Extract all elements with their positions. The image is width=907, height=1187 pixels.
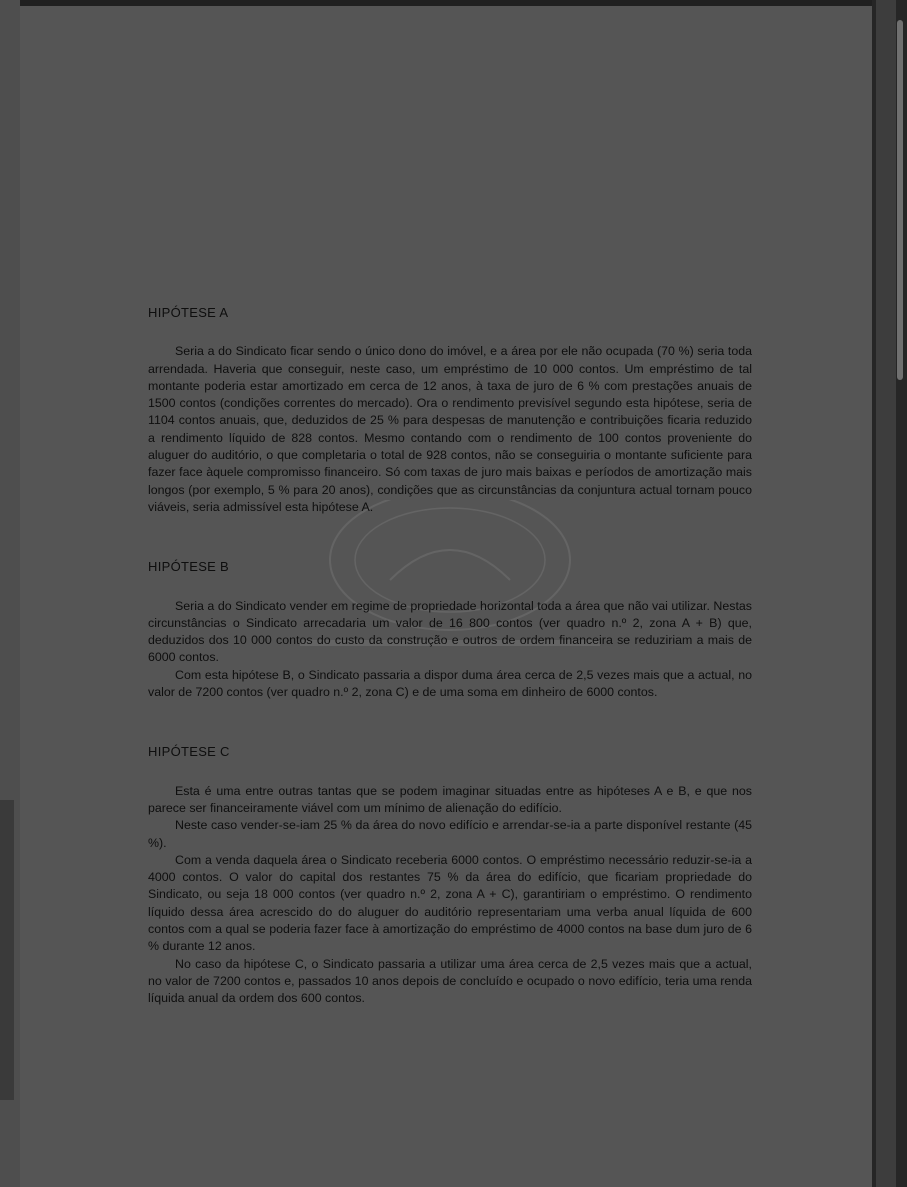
section-hipotese-b [148, 558, 752, 701]
section-heading: HIPÓTESE B [148, 559, 230, 575]
paragraph: Seria a do Sindicato ficar sendo o único dono do imóvel, e a área por ele não ocupada (70 %) seria toda arrendada. Haveria que conseguir, neste caso, um empréstimo de 10 000 contos. Um empréstimo de tal montante poderia estar amortizado em cerca de 12 anos, à taxa de juro de 6 % com prestações anuais de 1500 contos (condições correntes do mercado). Ora o rendimento previsível segundo esta hipótese, seria de 1104 contos anuais, que, deduzidos de 25 % para despesas de manutenção e contribuições ficaria reduzido a rendimento líquido de 828 contos. Mesmo contando com o rendimento de 100 contos proveniente do aluguer do auditório, o que completaria o total de 928 contos, não se conseguiria o montante suficiente para fazer face àquele compromisso financeiro. Só com taxas de juro mais baixas e períodos de amortização mais longos (por exemplo, 5 % para 20 anos), condições que as circunstâncias da conjuntura actual tornam pouco viáveis, seria admissível esta hipótese A. [148, 344, 752, 514]
paragraph: No caso da hipótese C, o Sindicato passaria a utilizar uma área cerca de 2,5 vezes mais que a actual, no valor de 7200 contos e, passados 10 anos depois de concluído e ocupado o novo edifício, teria uma renda líquida anual da ordem dos 600 contos. [148, 956, 752, 1006]
binding-mark [897, 20, 903, 380]
section-hipotese-c [148, 743, 752, 1007]
section-hipotese-a [148, 304, 752, 516]
scan-left-edge [0, 0, 20, 1187]
document-body [148, 304, 752, 1008]
paragraph: Com a venda daquela área o Sindicato receberia 6000 contos. O empréstimo necessário reduzir-se-ia a 4000 contos. O valor do capital dos restantes 75 % da área do edifício, que ficariam propriedade do Sindicato, ou seja 18 000 contos (ver quadro n.º 2, zona A + C), garantiriam o empréstimo. O rendimento líquido dessa área acrescido do do aluguer do auditório representariam uma verba anual líquida de 600 contos com a qual se poderia fazer face à amortização do empréstimo de 4000 contos na base dum juro de 6 % durante 12 anos. [148, 852, 752, 954]
paragraph: Neste caso vender-se-iam 25 % da área do novo edifício e arrendar-se-ia a parte disponível restante (45 %). [148, 818, 752, 850]
paragraph: Com esta hipótese B, o Sindicato passaria a dispor duma área cerca de 2,5 vezes mais que a actual, no valor de 7200 contos (ver quadro n.º 2, zona C) e de uma soma em dinheiro de 6000 contos. [148, 667, 752, 700]
section-heading: HIPÓTESE C [148, 744, 230, 760]
section-heading: HIPÓTESE A [148, 305, 229, 320]
scan-right-edge-highlight [876, 0, 896, 1187]
paragraph: Esta é uma entre outras tantas que se podem imaginar situadas entre as hipóteses A e B, e que nos parece ser financeiramente viável com um mínimo de alienação do edifício. [148, 783, 752, 815]
scan-top-edge [0, 0, 907, 6]
paragraph: Seria a do Sindicato vender em regime de propriedade horizontal toda a área que não vai utilizar. Nestas circunstâncias o Sindicato arrecadaria um valor de 16 800 contos (ver quadro n.º 2, zona A + B) que, deduzidos dos 10 000 contos do custo da construção e outros de ordem financeira se reduziriam a mais de 6000 contos. [148, 598, 752, 665]
